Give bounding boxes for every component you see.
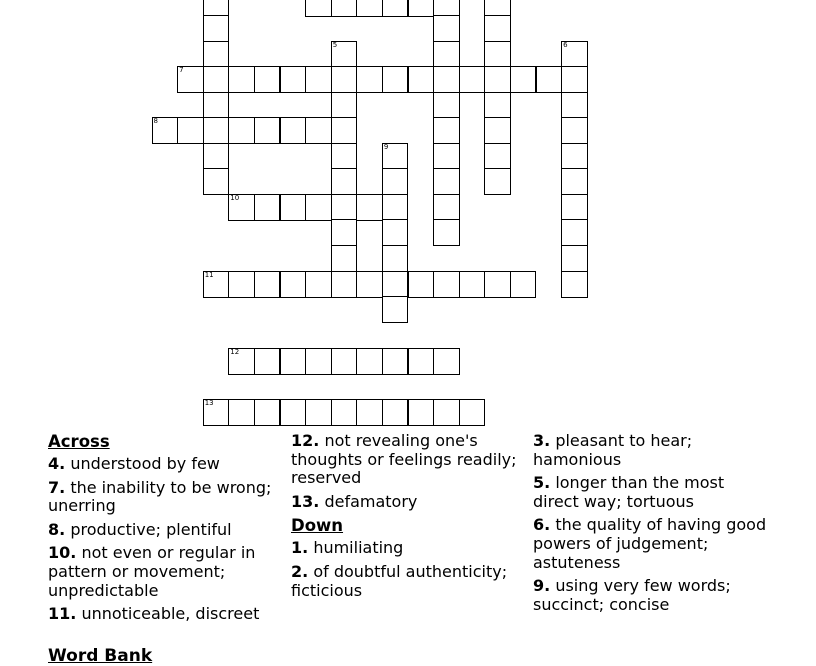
grid-cell[interactable] xyxy=(203,143,230,170)
grid-cell[interactable] xyxy=(331,66,358,93)
grid-cell[interactable] xyxy=(433,194,460,221)
clue-column-1 xyxy=(48,432,284,629)
grid-cell[interactable] xyxy=(177,66,204,93)
grid-cell[interactable] xyxy=(254,194,281,221)
grid-cell[interactable] xyxy=(280,271,307,298)
grid-cell[interactable] xyxy=(305,66,332,93)
grid-cell[interactable] xyxy=(408,271,435,298)
grid-cell[interactable] xyxy=(356,348,383,375)
grid-cell[interactable] xyxy=(331,168,358,195)
grid-cell[interactable] xyxy=(433,15,460,42)
grid-cell[interactable] xyxy=(433,219,460,246)
grid-cell[interactable] xyxy=(382,143,409,170)
grid-cell[interactable] xyxy=(433,41,460,68)
grid-cell[interactable] xyxy=(254,66,281,93)
grid-cell[interactable] xyxy=(510,271,537,298)
grid-cell[interactable] xyxy=(331,143,358,170)
grid-cell[interactable] xyxy=(203,15,230,42)
grid-cell[interactable] xyxy=(228,66,255,93)
grid-cell[interactable] xyxy=(305,194,332,221)
grid-cell[interactable] xyxy=(254,348,281,375)
grid-cell[interactable] xyxy=(484,15,511,42)
grid-cell[interactable] xyxy=(331,117,358,144)
clue-column-3 xyxy=(533,432,769,619)
clue-number: 6 xyxy=(563,41,568,49)
grid-cell[interactable] xyxy=(331,271,358,298)
grid-cell[interactable] xyxy=(356,194,383,221)
grid-cell[interactable] xyxy=(433,66,460,93)
grid-cell[interactable] xyxy=(203,168,230,195)
clue-down-2: 2. of doubtful authenticity; ficticious xyxy=(291,561,508,600)
grid-cell[interactable] xyxy=(408,0,435,17)
grid-cell[interactable] xyxy=(382,348,409,375)
grid-cell[interactable] xyxy=(331,41,358,68)
grid-cell[interactable] xyxy=(228,271,255,298)
grid-cell[interactable] xyxy=(382,296,409,323)
grid-cell[interactable] xyxy=(382,0,409,17)
grid-cell[interactable] xyxy=(561,41,588,68)
grid-cell[interactable] xyxy=(254,117,281,144)
grid-cell[interactable] xyxy=(280,117,307,144)
grid-cell[interactable] xyxy=(536,66,563,93)
clue-across-10: 10. not even or regular in pattern or movement; unpredictable xyxy=(48,543,256,600)
grid-cell[interactable] xyxy=(331,245,358,272)
grid-cell[interactable] xyxy=(331,92,358,119)
clue-number: 13 xyxy=(204,399,214,407)
grid-cell[interactable] xyxy=(408,348,435,375)
grid-cell[interactable] xyxy=(433,143,460,170)
grid-cell[interactable] xyxy=(382,399,409,426)
grid-cell[interactable] xyxy=(433,168,460,195)
grid-cell[interactable] xyxy=(561,194,588,221)
clue-across-13: 13. defamatory xyxy=(291,491,418,511)
grid-cell[interactable] xyxy=(484,271,511,298)
grid-cell[interactable] xyxy=(484,143,511,170)
clue-down-1: 1. humiliating xyxy=(291,538,404,558)
grid-cell[interactable] xyxy=(228,117,255,144)
grid-cell[interactable] xyxy=(484,117,511,144)
grid-cell[interactable] xyxy=(203,271,230,298)
grid-cell[interactable] xyxy=(152,117,179,144)
grid-cell[interactable] xyxy=(331,194,358,221)
word-bank-heading: Word Bank xyxy=(48,646,153,666)
clue-across-7: 7. the inability to be wrong; unerring xyxy=(48,477,272,516)
grid-cell[interactable] xyxy=(433,92,460,119)
grid-cell[interactable] xyxy=(356,66,383,93)
grid-cell[interactable] xyxy=(305,399,332,426)
grid-cell[interactable] xyxy=(561,143,588,170)
grid-cell[interactable] xyxy=(203,66,230,93)
grid-cell[interactable] xyxy=(561,117,588,144)
grid-cell[interactable] xyxy=(459,399,486,426)
grid-cell[interactable] xyxy=(510,66,537,93)
clue-across-12: 12. not revealing one's thoughts or feelings readily; reserved xyxy=(291,431,517,488)
clue-number: 12 xyxy=(230,348,240,356)
grid-cell[interactable] xyxy=(280,66,307,93)
clue-across-4: 4. understood by few xyxy=(48,454,220,473)
grid-cell[interactable] xyxy=(305,0,332,17)
grid-cell[interactable] xyxy=(228,348,255,375)
grid-cell[interactable] xyxy=(305,348,332,375)
clue-down-9: 9. using very few words; succinct; concise xyxy=(533,576,731,614)
clue-number: 5 xyxy=(332,41,338,49)
grid-cell[interactable] xyxy=(382,245,409,272)
grid-cell[interactable] xyxy=(203,399,230,426)
grid-cell[interactable] xyxy=(561,219,588,246)
clue-number: 11 xyxy=(204,271,214,279)
grid-cell[interactable] xyxy=(433,348,460,375)
grid-cell[interactable] xyxy=(331,399,358,426)
grid-cell[interactable] xyxy=(484,66,511,93)
grid-cell[interactable] xyxy=(228,399,255,426)
clue-down-6: 6. the quality of having good powers of judgement; astuteness xyxy=(533,515,767,572)
grid-cell[interactable] xyxy=(331,348,358,375)
grid-cell[interactable] xyxy=(561,168,588,195)
grid-cell[interactable] xyxy=(280,348,307,375)
grid-cell[interactable] xyxy=(228,194,255,221)
grid-cell[interactable] xyxy=(433,271,460,298)
grid-cell[interactable] xyxy=(331,0,358,17)
clue-down-3: 3. pleasant to hear; hamonious xyxy=(533,431,693,469)
clue-across-8: 8. productive; plentiful xyxy=(48,519,232,539)
clue-number: 10 xyxy=(230,194,240,202)
grid-cell[interactable] xyxy=(459,271,486,298)
clue-number: 7 xyxy=(179,66,184,74)
grid-cell[interactable] xyxy=(280,194,307,221)
grid-cell[interactable] xyxy=(408,66,435,93)
across-heading: Across xyxy=(48,432,110,451)
grid-cell[interactable] xyxy=(382,168,409,195)
grid-cell[interactable] xyxy=(356,399,383,426)
clue-column-2 xyxy=(291,432,527,605)
grid-cell[interactable] xyxy=(331,219,358,246)
grid-cell[interactable] xyxy=(433,117,460,144)
grid-cell[interactable] xyxy=(484,92,511,119)
grid-cell[interactable] xyxy=(433,399,460,426)
grid-cell[interactable] xyxy=(408,399,435,426)
grid-cell[interactable] xyxy=(254,271,281,298)
grid-cell[interactable] xyxy=(280,399,307,426)
grid-cell[interactable] xyxy=(484,41,511,68)
grid-cell[interactable] xyxy=(561,271,588,298)
grid-cell[interactable] xyxy=(484,168,511,195)
grid-cell[interactable] xyxy=(305,117,332,144)
grid-cell[interactable] xyxy=(382,66,409,93)
grid-cell[interactable] xyxy=(254,399,281,426)
clue-number: 9 xyxy=(383,143,389,151)
grid-cell[interactable] xyxy=(356,0,383,17)
grid-cell[interactable] xyxy=(203,92,230,119)
grid-cell[interactable] xyxy=(305,271,332,298)
grid-cell[interactable] xyxy=(561,92,588,119)
grid-cell[interactable] xyxy=(382,219,409,246)
grid-cell[interactable] xyxy=(382,271,409,298)
grid-cell[interactable] xyxy=(382,194,409,221)
grid-cell[interactable] xyxy=(459,66,486,93)
down-heading: Down xyxy=(291,516,344,536)
grid-cell[interactable] xyxy=(177,117,204,144)
grid-cell[interactable] xyxy=(203,117,230,144)
grid-cell[interactable] xyxy=(356,271,383,298)
grid-cell[interactable] xyxy=(561,66,588,93)
clue-down-5: 5. longer than the most direct way; tortuous xyxy=(533,473,725,511)
grid-cell[interactable] xyxy=(561,245,588,272)
grid-cell[interactable] xyxy=(203,41,230,68)
clue-across-11: 11. unnoticeable, discreet xyxy=(48,604,260,624)
clue-number: 8 xyxy=(153,117,158,125)
